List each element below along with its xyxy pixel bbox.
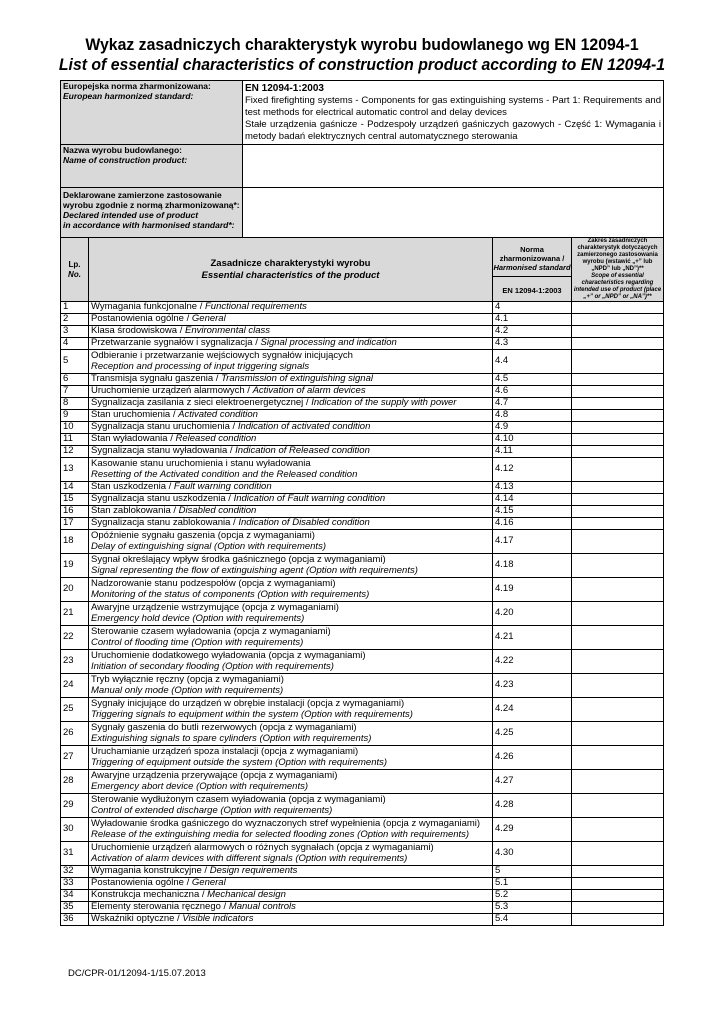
row-scope-cell[interactable] (572, 650, 664, 674)
row-clause: 4.1 (493, 314, 572, 326)
row-scope-cell[interactable] (572, 602, 664, 626)
row-scope-cell[interactable] (572, 314, 664, 326)
table-row (61, 818, 664, 842)
row-scope-cell[interactable] (572, 902, 664, 914)
table-row (61, 578, 664, 602)
table-row (61, 890, 664, 902)
row-clause: 4.29 (493, 818, 572, 842)
row-scope-cell[interactable] (572, 866, 664, 878)
row-clause: 4.11 (493, 446, 572, 458)
row-clause: 4.15 (493, 506, 572, 518)
row-number: 12 (61, 446, 89, 458)
table-row (61, 326, 664, 338)
row-clause: 4.20 (493, 602, 572, 626)
row-clause: 4.25 (493, 722, 572, 746)
row-characteristic: Uruchomienie urządzeń alarmowych o różnych sygnałach (opcja z wymaganiami) Activation of alarm devices with different signals (Option with requirements) (89, 842, 493, 866)
row-characteristic: Wymagania funkcjonalne / Functional requirements (89, 302, 493, 314)
row-clause: 4.22 (493, 650, 572, 674)
product-label: Nazwa wyrobu budowlanego: Name of construction product: (61, 145, 243, 188)
table-row (61, 698, 664, 722)
row-scope-cell[interactable] (572, 530, 664, 554)
row-scope-cell[interactable] (572, 302, 664, 314)
row-clause: 5.2 (493, 890, 572, 902)
table-row (61, 410, 664, 422)
row-scope-cell[interactable] (572, 578, 664, 602)
row-clause: 4.27 (493, 770, 572, 794)
row-number: 28 (61, 770, 89, 794)
table-row (61, 338, 664, 350)
row-characteristic: Wskaźniki optyczne / Visible indicators (89, 914, 493, 926)
row-characteristic: Sygnalizacja stanu uszkodzenia / Indication of Fault warning condition (89, 494, 493, 506)
row-number: 10 (61, 422, 89, 434)
row-scope-cell[interactable] (572, 458, 664, 482)
row-characteristic: Sygnalizacja stanu uruchomienia / Indication of activated condition (89, 422, 493, 434)
row-number: 31 (61, 842, 89, 866)
row-clause: 4.3 (493, 338, 572, 350)
table-row (61, 302, 664, 314)
row-clause: 4.23 (493, 674, 572, 698)
row-characteristic: Sygnalizacja stanu zablokowania / Indication of Disabled condition (89, 518, 493, 530)
row-characteristic: Uruchomienie dodatkowego wyładowania (opcja z wymaganiami) Initiation of secondary flooding (Option with requirements) (89, 650, 493, 674)
row-scope-cell[interactable] (572, 398, 664, 410)
standard-code: EN 12094-1:2003 (245, 83, 324, 94)
row-clause: 5.4 (493, 914, 572, 926)
row-clause: 4.13 (493, 482, 572, 494)
row-clause: 4 (493, 302, 572, 314)
intended-use-label: Deklarowane zamierzone zastosowanie wyrobu zgodnie z normą zharmonizowaną*: Declared intended use of product in accordance with harmonised standard*: (61, 188, 243, 238)
standard-label: Europejska norma zharmonizowana: European harmonized standard: (61, 81, 243, 145)
row-number: 36 (61, 914, 89, 926)
row-characteristic: Przetwarzanie sygnałów i sygnalizacja / Signal processing and indication (89, 338, 493, 350)
standard-desc-en: Fixed firefighting systems - Components for gas extinguishing systems - Part 1: Requirements and test methods for electrical automatic control and delay devices (245, 95, 661, 118)
row-number: 1 (61, 302, 89, 314)
row-number: 16 (61, 506, 89, 518)
row-characteristic: Stan uszkodzenia / Fault warning condition (89, 482, 493, 494)
table-header-row (61, 238, 664, 302)
row-number: 24 (61, 674, 89, 698)
row-characteristic: Konstrukcja mechaniczna / Mechanical design (89, 890, 493, 902)
table-row (61, 530, 664, 554)
row-scope-cell[interactable] (572, 422, 664, 434)
row-number: 25 (61, 698, 89, 722)
row-number: 21 (61, 602, 89, 626)
row-characteristic: Wymagania konstrukcyjne / Design requirements (89, 866, 493, 878)
row-clause: 4.16 (493, 518, 572, 530)
table-row (61, 314, 664, 326)
row-scope-cell[interactable] (572, 374, 664, 386)
row-number: 35 (61, 902, 89, 914)
row-characteristic: Sygnały inicjujące do urządzeń w obrębie instalacji (opcja z wymaganiami) Triggering signals to equipment within the system (Option with requirements) (89, 698, 493, 722)
row-characteristic: Awaryjne urządzenie wstrzymujące (opcja z wymaganiami) Emergency hold device (Option with requirements) (89, 602, 493, 626)
row-scope-cell[interactable] (572, 842, 664, 866)
row-characteristic: Sygnalizacja zasilania z sieci elektroenergetycznej / Indication of the supply with power (89, 398, 493, 410)
row-characteristic: Wyładowanie środka gaśniczego do wyznaczonych stref wypełnienia (opcja z wymaganiami) Release of the extinguishing media for selected flooding zones (Option with requirements) (89, 818, 493, 842)
standard-desc-pl: Stałe urządzenia gaśnicze - Podzespoły urządzeń gaśniczych gazowych - Część 1: Wymagania i metody badań elektrycznych central automatycznego sterowania (245, 119, 661, 142)
row-scope-cell[interactable] (572, 434, 664, 446)
row-clause: 4.4 (493, 350, 572, 374)
product-value-cell[interactable] (243, 145, 664, 188)
row-number: 17 (61, 518, 89, 530)
table-row (61, 482, 664, 494)
row-scope-cell[interactable] (572, 554, 664, 578)
row-number: 23 (61, 650, 89, 674)
row-scope-cell[interactable] (572, 794, 664, 818)
row-clause: 4.18 (493, 554, 572, 578)
row-scope-cell[interactable] (572, 722, 664, 746)
table-row (61, 494, 664, 506)
row-clause: 4.2 (493, 326, 572, 338)
row-characteristic: Postanowienia ogólne / General (89, 314, 493, 326)
row-number: 14 (61, 482, 89, 494)
row-scope-cell[interactable] (572, 770, 664, 794)
row-number: 34 (61, 890, 89, 902)
row-scope-cell[interactable] (572, 446, 664, 458)
table-row (61, 866, 664, 878)
row-number: 20 (61, 578, 89, 602)
row-characteristic: Klasa środowiskowa / Environmental class (89, 326, 493, 338)
row-number: 30 (61, 818, 89, 842)
document-reference: DC/CPR-01/12094-1/15.07.2013 (68, 968, 206, 979)
row-scope-cell[interactable] (572, 674, 664, 698)
row-clause: 4.6 (493, 386, 572, 398)
row-characteristic: Opóźnienie sygnału gaszenia (opcja z wymaganiami) Delay of extinguishing signal (Option with requirements) (89, 530, 493, 554)
row-clause: 4.26 (493, 746, 572, 770)
row-characteristic: Sterowanie wydłużonym czasem wyładowania (opcja z wymaganiami) Control of extended discharge (Option with requirements) (89, 794, 493, 818)
row-clause: 4.24 (493, 698, 572, 722)
row-number: 5 (61, 350, 89, 374)
row-number: 2 (61, 314, 89, 326)
row-number: 7 (61, 386, 89, 398)
row-scope-cell[interactable] (572, 818, 664, 842)
row-scope-cell[interactable] (572, 410, 664, 422)
col-lp: Lp. No. (61, 238, 89, 302)
row-scope-cell[interactable] (572, 338, 664, 350)
row-characteristic: Uruchomienie urządzeń alarmowych / Activation of alarm devices (89, 386, 493, 398)
row-characteristic: Kasowanie stanu uruchomienia i stanu wyładowania Resetting of the Activated condition and the Released condition (89, 458, 493, 482)
row-number: 8 (61, 398, 89, 410)
row-clause: 4.10 (493, 434, 572, 446)
row-characteristic: Transmisja sygnału gaszenia / Transmission of extinguishing signal (89, 374, 493, 386)
row-characteristic: Odbieranie i przetwarzanie wejściowych sygnałów inicjujących Reception and processing of input triggering signals (89, 350, 493, 374)
title-en: List of essential characteristics of construction product according to EN 12094-1 (58, 55, 666, 74)
row-scope-cell[interactable] (572, 350, 664, 374)
row-scope-cell[interactable] (572, 518, 664, 530)
row-clause: 4.30 (493, 842, 572, 866)
table-row (61, 554, 664, 578)
row-clause: 4.21 (493, 626, 572, 650)
row-clause: 4.28 (493, 794, 572, 818)
table-row (61, 626, 664, 650)
row-characteristic: Uruchamianie urządzeń spoza instalacji (opcja z wymaganiami) Triggering of equipment outside the system (Option with requirements) (89, 746, 493, 770)
row-number: 26 (61, 722, 89, 746)
table-row (61, 674, 664, 698)
row-number: 33 (61, 878, 89, 890)
row-number: 4 (61, 338, 89, 350)
row-number: 3 (61, 326, 89, 338)
row-characteristic: Stan wyładowania / Released condition (89, 434, 493, 446)
row-scope-cell[interactable] (572, 482, 664, 494)
row-characteristic: Sygnały gaszenia do butli rezerwowych (opcja z wymaganiami) Extinguishing signals to spare cylinders (Option with requirements) (89, 722, 493, 746)
row-characteristic: Postanowienia ogólne / General (89, 878, 493, 890)
row-clause: 4.19 (493, 578, 572, 602)
row-number: 19 (61, 554, 89, 578)
table-row (61, 506, 664, 518)
row-clause: 4.8 (493, 410, 572, 422)
table-row (61, 794, 664, 818)
row-characteristic: Elementy sterowania ręcznego / Manual controls (89, 902, 493, 914)
table-row (61, 458, 664, 482)
row-number: 15 (61, 494, 89, 506)
row-characteristic: Stan uruchomienia / Activated condition (89, 410, 493, 422)
table-row (61, 386, 664, 398)
standard-info (243, 81, 664, 145)
row-number: 18 (61, 530, 89, 554)
row-clause: 5.3 (493, 902, 572, 914)
row-scope-cell[interactable] (572, 878, 664, 890)
row-number: 22 (61, 626, 89, 650)
col-scope: Zakres zasadniczych charakterystyk dotyczących zamierzonego zastosowania wyrobu (wstawić „+” lub „NPD” lub „ND”)** Scope of essential characteristics regarding intended use of product (place „+” or „NPD” or „NA”)** (572, 238, 664, 302)
characteristics-table (60, 237, 664, 926)
row-number: 13 (61, 458, 89, 482)
table-row (61, 746, 664, 770)
row-scope-cell[interactable] (572, 626, 664, 650)
table-row (61, 374, 664, 386)
intended-use-value-cell[interactable] (243, 188, 664, 238)
table-row (61, 770, 664, 794)
row-clause: 5.1 (493, 878, 572, 890)
table-row (61, 398, 664, 410)
row-scope-cell[interactable] (572, 494, 664, 506)
row-scope-cell[interactable] (572, 386, 664, 398)
row-number: 27 (61, 746, 89, 770)
row-characteristic: Tryb wyłącznie ręczny (opcja z wymaganiami) Manual only mode (Option with requirements) (89, 674, 493, 698)
table-row (61, 722, 664, 746)
table-row (61, 434, 664, 446)
row-clause: 4.9 (493, 422, 572, 434)
table-row (61, 446, 664, 458)
row-scope-cell[interactable] (572, 890, 664, 902)
col-norm: Norma zharmonizowana / Harmonised standard EN 12094-1:2003 (493, 238, 572, 302)
row-number: 9 (61, 410, 89, 422)
row-scope-cell[interactable] (572, 698, 664, 722)
row-characteristic: Nadzorowanie stanu podzespołów (opcja z wymaganiami) Monitoring of the status of components (Option with requirements) (89, 578, 493, 602)
table-row (61, 422, 664, 434)
table-row (61, 350, 664, 374)
row-number: 29 (61, 794, 89, 818)
col-characteristics: Zasadnicze charakterystyki wyrobu Essential characteristics of the product (89, 238, 493, 302)
table-row (61, 650, 664, 674)
table-row (61, 842, 664, 866)
row-clause: 4.17 (493, 530, 572, 554)
row-characteristic: Sygnalizacja stanu wyładowania / Indication of Released condition (89, 446, 493, 458)
row-number: 11 (61, 434, 89, 446)
row-clause: 5 (493, 866, 572, 878)
table-row (61, 602, 664, 626)
table-row (61, 518, 664, 530)
table-row (61, 914, 664, 926)
header-table (60, 80, 664, 238)
row-characteristic: Stan zablokowania / Disabled condition (89, 506, 493, 518)
row-scope-cell[interactable] (572, 914, 664, 926)
table-row (61, 902, 664, 914)
row-clause: 4.5 (493, 374, 572, 386)
row-scope-cell[interactable] (572, 746, 664, 770)
title-pl: Wykaz zasadniczych charakterystyk wyrobu budowlanego wg EN 12094-1 (85, 35, 639, 54)
row-clause: 4.7 (493, 398, 572, 410)
row-characteristic: Sterowanie czasem wyładowania (opcja z wymaganiami) Control of flooding time (Option with requirements) (89, 626, 493, 650)
table-row (61, 878, 664, 890)
row-number: 32 (61, 866, 89, 878)
row-scope-cell[interactable] (572, 326, 664, 338)
row-clause: 4.12 (493, 458, 572, 482)
row-characteristic: Sygnał określający wpływ środka gaśnicznego (opcja z wymaganiami) Signal representing the flow of extinguishing agent (Option with requirements) (89, 554, 493, 578)
row-characteristic: Awaryjne urządzenia przerywające (opcja z wymaganiami) Emergency abort device (Option with requirements) (89, 770, 493, 794)
row-clause: 4.14 (493, 494, 572, 506)
row-number: 6 (61, 374, 89, 386)
row-scope-cell[interactable] (572, 506, 664, 518)
title-block (0, 35, 724, 75)
